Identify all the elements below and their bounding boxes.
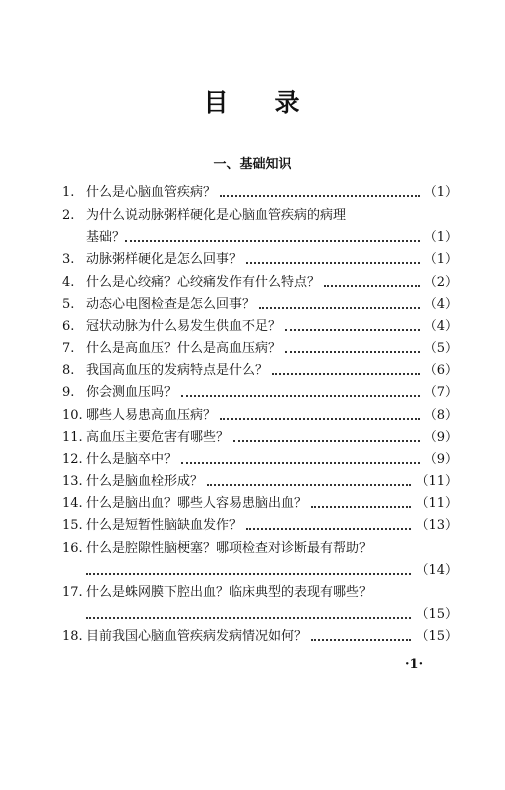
leader-dots bbox=[311, 506, 411, 508]
entry-text: 动脉粥样硬化是怎么回事？ bbox=[86, 252, 243, 267]
entry-number: 14. bbox=[62, 496, 83, 511]
leader-dots bbox=[181, 462, 420, 464]
entry-number: 16. bbox=[62, 541, 83, 556]
entry-page: （13） bbox=[415, 518, 458, 533]
entry-text: 你会测血压吗？ bbox=[86, 385, 178, 400]
leader-dots bbox=[233, 440, 420, 442]
toc-entry[interactable] bbox=[62, 428, 458, 448]
entry-text: 什么是脑血栓形成？ bbox=[86, 474, 204, 489]
toc-entry[interactable] bbox=[62, 295, 458, 315]
leader-dots bbox=[220, 418, 420, 420]
toc-entry[interactable] bbox=[62, 539, 458, 559]
entry-number: 10. bbox=[62, 408, 83, 423]
section-heading: 一、基础知识 bbox=[213, 157, 292, 172]
toc-entry[interactable] bbox=[62, 627, 458, 647]
toc-entry[interactable] bbox=[62, 183, 458, 203]
entry-page: （2） bbox=[423, 275, 458, 290]
entry-number: 15. bbox=[62, 518, 83, 533]
toc-entry-continuation[interactable] bbox=[86, 561, 458, 581]
entry-text: 什么是短暂性脑缺血发作？ bbox=[86, 518, 243, 533]
toc-entry[interactable] bbox=[62, 317, 458, 337]
entry-number: 7. bbox=[62, 341, 75, 356]
toc-entry[interactable] bbox=[62, 206, 458, 226]
toc-entry[interactable] bbox=[62, 406, 458, 426]
entry-text: 我国高血压的发病特点是什么？ bbox=[86, 363, 269, 378]
entry-number: 6. bbox=[62, 319, 75, 334]
leader-dots bbox=[181, 395, 420, 397]
entry-text: 什么是蛛网膜下腔出血？临床典型的表现有哪些？ bbox=[86, 585, 373, 600]
entry-number: 13. bbox=[62, 474, 83, 489]
leader-dots bbox=[207, 484, 411, 486]
toc-entry[interactable] bbox=[62, 450, 458, 470]
leader-dots bbox=[311, 639, 411, 641]
entry-number: 4. bbox=[62, 275, 75, 290]
entry-page: （8） bbox=[423, 408, 458, 423]
leader-dots bbox=[246, 528, 411, 530]
entry-text: 什么是脑出血？哪些人容易患脑出血？ bbox=[86, 496, 308, 511]
leader-dots bbox=[259, 307, 420, 309]
entry-number: 8. bbox=[62, 363, 75, 378]
entry-page: （11） bbox=[415, 474, 458, 489]
toc-entry[interactable] bbox=[62, 472, 458, 492]
leader-dots bbox=[125, 240, 420, 242]
entry-text: 为什么说动脉粥样硬化是心脑血管疾病的病理 bbox=[86, 208, 347, 223]
entry-page: （15） bbox=[415, 629, 458, 644]
entry-page: （5） bbox=[423, 341, 458, 356]
entry-page: （9） bbox=[423, 430, 458, 445]
entry-text: 哪些人易患高血压病？ bbox=[86, 408, 217, 423]
leader-dots bbox=[285, 329, 420, 331]
toc-entry-continuation[interactable] bbox=[86, 228, 458, 248]
entry-page: （1） bbox=[423, 185, 458, 200]
entry-text-continued: 基础？ bbox=[86, 230, 126, 245]
entry-page: （4） bbox=[423, 319, 458, 334]
entry-number: 2. bbox=[62, 208, 75, 223]
entry-page: （14） bbox=[415, 563, 458, 578]
toc-entry[interactable] bbox=[62, 583, 458, 603]
entry-page: （7） bbox=[423, 385, 458, 400]
entry-page: （15） bbox=[415, 607, 458, 622]
entry-text: 冠状动脉为什么易发生供血不足？ bbox=[86, 319, 282, 334]
entry-text: 什么是心绞痛？心绞痛发作有什么特点？ bbox=[86, 275, 321, 290]
toc-entry[interactable] bbox=[62, 339, 458, 359]
toc-entry-continuation[interactable] bbox=[86, 605, 458, 625]
leader-dots bbox=[285, 351, 420, 353]
entry-page: （1） bbox=[423, 230, 458, 245]
entry-text: 什么是高血压？什么是高血压病？ bbox=[86, 341, 282, 356]
leader-dots bbox=[86, 573, 411, 575]
entry-page: （6） bbox=[423, 363, 458, 378]
entry-page: （1） bbox=[423, 252, 458, 267]
page-title bbox=[0, 83, 505, 119]
entry-number: 18. bbox=[62, 629, 83, 644]
toc-entry[interactable] bbox=[62, 361, 458, 381]
entry-page: （4） bbox=[423, 297, 458, 312]
entry-text: 高血压主要危害有哪些？ bbox=[86, 430, 230, 445]
toc-entry[interactable] bbox=[62, 516, 458, 536]
entry-page: （9） bbox=[423, 452, 458, 467]
page-number: ·1· bbox=[405, 657, 424, 672]
toc-entry[interactable] bbox=[62, 250, 458, 270]
title-char-1: 目 bbox=[203, 88, 231, 117]
leader-dots bbox=[272, 373, 420, 375]
entry-text: 什么是脑卒中？ bbox=[86, 452, 178, 467]
toc-entry[interactable] bbox=[62, 383, 458, 403]
toc-entry[interactable] bbox=[62, 273, 458, 293]
entry-text: 什么是心脑血管疾病？ bbox=[86, 185, 217, 200]
entry-number: 5. bbox=[62, 297, 75, 312]
entry-number: 1. bbox=[62, 185, 75, 200]
entry-number: 11. bbox=[62, 430, 83, 445]
entry-page: （11） bbox=[415, 496, 458, 511]
entry-number: 17. bbox=[62, 585, 83, 600]
entry-text: 什么是腔隙性脑梗塞？哪项检查对诊断最有帮助？ bbox=[86, 541, 373, 556]
leader-dots bbox=[220, 195, 420, 197]
entry-text: 动态心电图检查是怎么回事？ bbox=[86, 297, 256, 312]
leader-dots bbox=[86, 617, 411, 619]
entry-number: 12. bbox=[62, 452, 83, 467]
title-char-2: 录 bbox=[274, 88, 302, 117]
entry-text: 目前我国心脑血管疾病发病情况如何？ bbox=[86, 629, 308, 644]
leader-dots bbox=[246, 262, 420, 264]
toc-entry[interactable] bbox=[62, 494, 458, 514]
leader-dots bbox=[324, 285, 420, 287]
entry-number: 9. bbox=[62, 385, 75, 400]
entry-number: 3. bbox=[62, 252, 75, 267]
